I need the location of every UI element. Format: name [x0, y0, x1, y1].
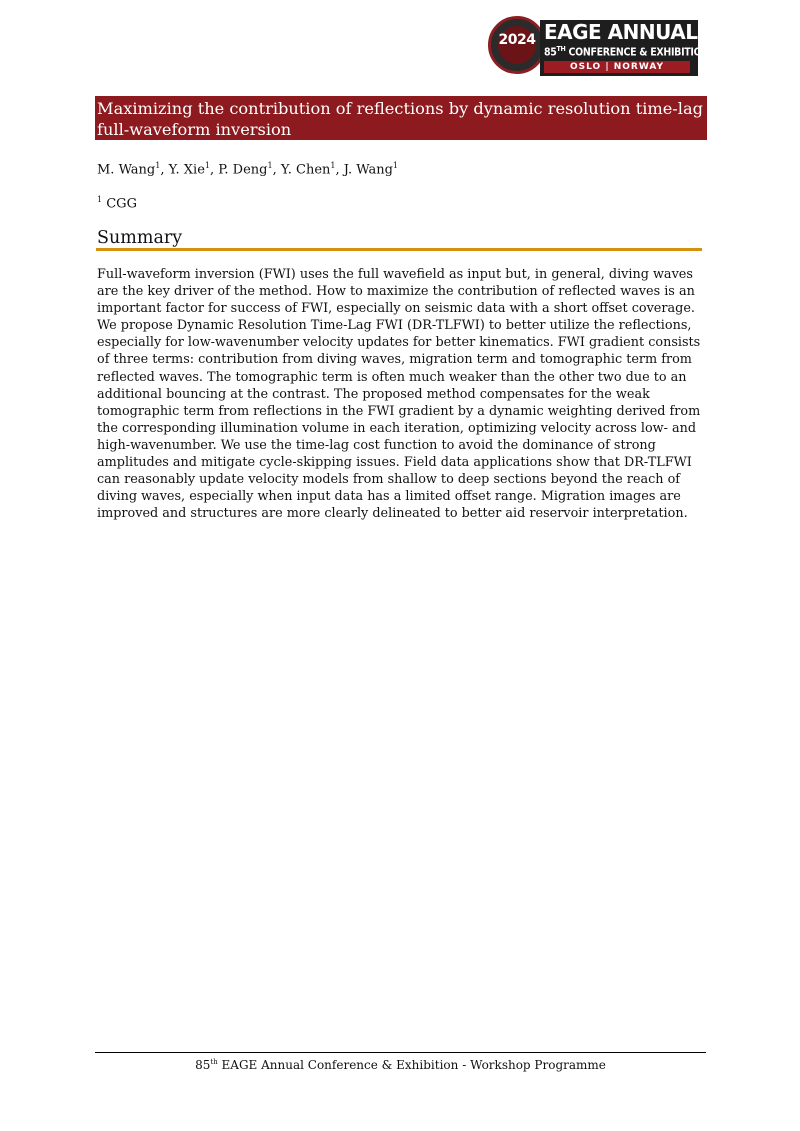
- affiliation-mark: 1: [97, 195, 103, 204]
- author-name: M. Wang: [97, 162, 156, 178]
- section-heading: Summary: [97, 228, 183, 248]
- author-name: Y. Chen: [280, 162, 331, 178]
- logo-banner: [540, 20, 709, 76]
- affiliation: [97, 191, 137, 212]
- footer-rule: [95, 1052, 706, 1053]
- author-name: J. Wang: [343, 162, 393, 178]
- heading-rule: [96, 248, 702, 251]
- logo-year: 2024: [498, 32, 536, 48]
- eage-2024-logo: [488, 14, 709, 78]
- footer-text: 85th EAGE Annual Conference & Exhibition - Workshop Programme: [195, 1058, 606, 1072]
- author-affiliation-mark: 1: [330, 161, 336, 170]
- paper-title: Maximizing the contribution of reflections by dynamic resolution time-lag full-waveform inversion: [95, 96, 707, 140]
- author-name: Y. Xie: [168, 162, 205, 178]
- author-list: M. Wang$^1$, Y. Xie$^1$, P. Deng$^1$, Y. Chen$^1$, J. Wang$^1$: [97, 161, 398, 178]
- logo-title: EAGE ANNUAL: [544, 20, 698, 44]
- logo-location: OSLO | NORWAY: [544, 61, 690, 73]
- author-name: P. Deng: [218, 162, 268, 178]
- author-affiliation-mark: 1: [155, 161, 161, 170]
- author-affiliation-mark: 1: [204, 161, 210, 170]
- author-affiliation-mark: 1: [392, 161, 398, 170]
- logo-subtitle: 85TH CONFERENCE & EXHIBITION: [544, 45, 709, 59]
- affiliation-name: CGG: [106, 196, 137, 212]
- author-affiliation-mark: 1: [267, 161, 273, 170]
- abstract-text: Full-waveform inversion (FWI) uses the full wavefield as input but, in general, diving waves are the key driver of the method. How to maximize the contribution of reflected waves is an important factor for success of FWI, especially on seismic data with a short offset coverage. We propose Dynamic Resolution Time-Lag FWI (DR-TLFWI) to better utilize the reflections, especially for low-wavenumber velocity updates for better kinematics. FWI gradient consists of three terms: contribution from diving waves, migration term and tomographic term from reflected waves. The tomographic term is often much weaker than the other two due to an additional bouncing at the contrast. The proposed method compensates for the weak tomographic term from reflections in the FWI gradient by a dynamic weighting derived from the corresponding illumination volume in each iteration, optimizing velocity across low- and high-wavenumber. We use the time-lag cost function to avoid the dominance of strong amplitudes and mitigate cycle-skipping issues. Field data applications show that DR-TLFWI can reasonably update velocity models from shallow to deep sections beyond the reach of diving waves, especially when input data has a limited offset range. Migration images are improved and structures are more clearly delineated to better aid reservoir interpretation.: [97, 267, 701, 522]
